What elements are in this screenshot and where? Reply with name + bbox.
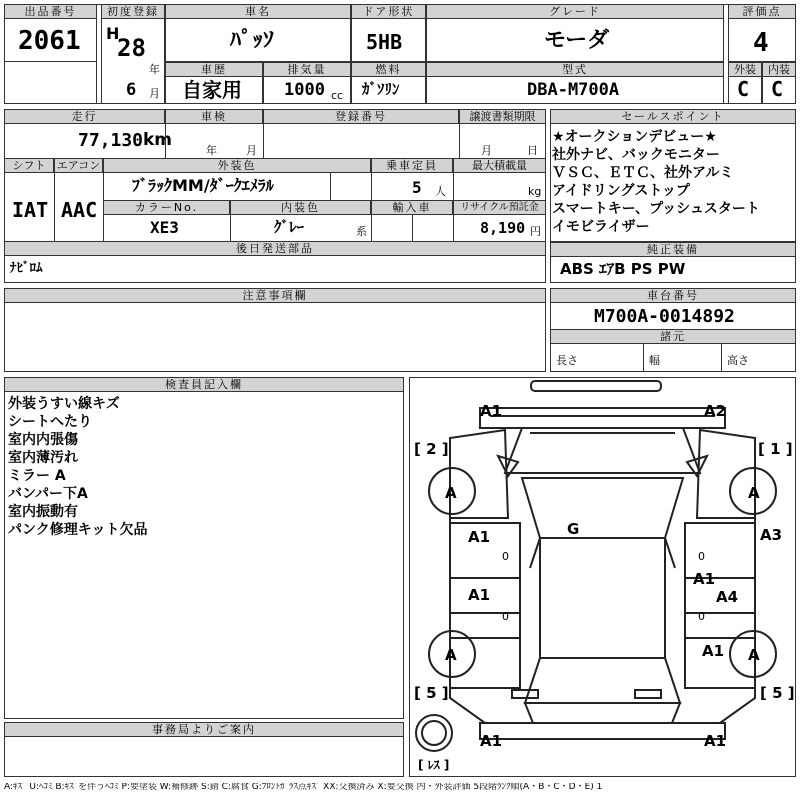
- recycle-unit: 円: [530, 225, 541, 238]
- later-parts: ﾅﾋﾞﾛﾑ: [10, 261, 43, 276]
- insp-year-unit: 年: [206, 144, 217, 157]
- model-label: 型式: [426, 62, 724, 77]
- lot-no-label: 出品番号: [4, 4, 97, 19]
- divider: [721, 343, 722, 372]
- sales-point: スマートキー、プッシュスタート: [552, 201, 760, 217]
- mark-zero: 0: [502, 550, 509, 563]
- notes-label: 注意事項欄: [4, 288, 546, 303]
- ac-label: エアコン: [54, 158, 103, 173]
- mark-front-left: A1: [480, 402, 503, 420]
- mark-door-rr: A4: [716, 588, 739, 606]
- year-unit: 年: [149, 63, 160, 76]
- inspector-note: バンパー下A: [8, 486, 88, 502]
- first-reg-year: 28: [117, 34, 146, 62]
- month-unit: 月: [149, 87, 160, 100]
- mark-rear-left: A1: [480, 732, 503, 750]
- inspector-note: 室内内張傷: [8, 432, 78, 448]
- score: 4: [753, 28, 769, 58]
- spec-height: 高さ: [727, 354, 749, 367]
- divider: [165, 123, 166, 158]
- max-load-unit: kg: [528, 185, 542, 198]
- chassis-label: 車台番号: [550, 288, 796, 303]
- divider: [459, 123, 460, 158]
- ac: AAC: [61, 198, 98, 222]
- exterior-label: 外装: [728, 62, 762, 77]
- mark-rear-right: A1: [704, 732, 727, 750]
- shift-label: シフト: [4, 158, 54, 173]
- mileage-unit: km: [143, 130, 173, 150]
- capacity: 5: [412, 178, 422, 197]
- sales-point: イモビライザー: [552, 219, 650, 235]
- inspector-note: 外装うすい線キズ: [8, 396, 120, 412]
- import-label: 輸入車: [371, 200, 453, 215]
- inspector-note: ミラー A: [8, 468, 66, 484]
- inspector-note: 室内薄汚れ: [8, 450, 78, 466]
- max-load-label: 最大積載量: [453, 158, 546, 173]
- legend: A:ｷｽﾞ U:ﾍｺﾐ B:ｷｽﾞを伴うﾍｺﾐ P:要塗装 W:補修跡 S:錆 C:腐食 G:ﾌﾛﾝﾄｶﾞﾗｽ点ｷｽﾞ XX:交換済み X:要交換 内・外装評価 5段階ﾗﾝｸ順(A・B・C・D・E) 1: [4, 783, 603, 792]
- sales-points-list: [552, 128, 796, 236]
- mark-quarter-rr: A1: [702, 642, 725, 660]
- transfer-label: 譲渡書類期限: [459, 109, 546, 124]
- reg-no-label: 登録番号: [263, 109, 459, 124]
- office-label: 事務局よりご案内: [4, 722, 404, 737]
- mark-door-rl: A1: [468, 586, 491, 604]
- shift: IAT: [12, 198, 49, 222]
- first-reg-month: 6: [126, 80, 137, 100]
- door: 5HB: [366, 30, 403, 54]
- genuine-label: 純正装備: [550, 242, 796, 257]
- bracket-1: [ 1 ]: [758, 440, 793, 458]
- door-label: ドア形状: [351, 4, 426, 19]
- lot-no: 2061: [18, 26, 81, 56]
- int-color-label: 内装色: [230, 200, 371, 215]
- divider: [330, 172, 331, 200]
- capacity-label: 乗車定員: [371, 158, 453, 173]
- mileage: 77,130: [78, 130, 144, 151]
- spec-width: 幅: [649, 354, 660, 367]
- mileage-label: 走行: [4, 109, 165, 124]
- fuel-label: 燃料: [351, 62, 426, 77]
- transfer-day-unit: 日: [527, 144, 538, 157]
- car-name-label: 車名: [165, 4, 351, 19]
- inspector-notes: [8, 395, 398, 539]
- first-reg-era: H: [106, 24, 120, 43]
- mark-wheel-rl: A: [445, 646, 457, 664]
- chassis-number: M700A-0014892: [594, 306, 735, 327]
- car-outline: [410, 378, 795, 776]
- mark-zero: 0: [698, 550, 705, 563]
- damage-diagram: [409, 377, 796, 777]
- specs-label: 諸元: [550, 329, 796, 344]
- interior-label: 内装: [762, 62, 796, 77]
- divider: [643, 343, 644, 372]
- bracket-2: [ 2 ]: [414, 440, 449, 458]
- transfer-month-unit: 月: [481, 144, 492, 157]
- sales-point: ★オークションデビュー★: [552, 129, 717, 145]
- ext-color-label: 外装色: [103, 158, 371, 173]
- color-no-label: カラーNo.: [103, 200, 230, 215]
- mark-wheel-fl: A: [445, 484, 457, 502]
- later-parts-label: 後日発送部品: [4, 241, 546, 256]
- history: 自家用: [182, 78, 242, 102]
- insp-month-unit: 月: [246, 144, 257, 157]
- sales-point: アイドリングストップ: [552, 183, 690, 199]
- interior-grade: C: [771, 77, 784, 101]
- car-name: ﾊﾟｯｿ: [230, 28, 275, 53]
- displacement-label: 排気量: [263, 62, 351, 77]
- divider: [412, 214, 413, 241]
- lot-no-blank: [4, 61, 97, 104]
- grade-label: グレード: [426, 4, 724, 19]
- inspection-label: 車検: [165, 109, 263, 124]
- mark-windshield: G: [567, 520, 580, 538]
- inspector-note: シートへたり: [8, 414, 92, 430]
- inspector-label: 検査員記入欄: [4, 377, 404, 392]
- int-color-unit: 系: [356, 225, 367, 238]
- recycle: 8,190: [480, 219, 526, 237]
- displacement: 1000: [284, 80, 325, 100]
- displacement-unit: cc: [331, 89, 344, 102]
- spec-length: 長さ: [556, 354, 578, 367]
- ext-color: ﾌﾞﾗｯｸMM/ﾀﾞｰｸｴﾒﾗﾙ: [132, 176, 274, 195]
- grade: モーダ: [544, 28, 610, 53]
- sales-point: ＶＳＣ、ＥＴＣ、社外アルミ: [552, 165, 734, 181]
- mark-wheel-fr: A: [748, 484, 760, 502]
- divider: [230, 200, 231, 241]
- mark-wheel-rr: A: [748, 646, 760, 664]
- bracket-5-right: [ 5 ]: [760, 684, 795, 702]
- first-reg-label: 初度登録: [101, 4, 165, 19]
- model: DBA-M700A: [527, 80, 620, 100]
- mark-door-fl: A1: [468, 528, 491, 546]
- history-label: 車歴: [165, 62, 263, 77]
- mark-door-fr: A1: [693, 570, 716, 588]
- recycle-label: リサイクル預託金: [453, 200, 546, 215]
- int-color: ｸﾞﾚｰ: [274, 218, 305, 236]
- sales-point: 社外ナビ、バックモニター: [552, 147, 720, 163]
- divider: [54, 172, 55, 241]
- mark-zero: 0: [698, 610, 705, 623]
- exterior-grade: C: [737, 77, 750, 101]
- mark-front-right: A2: [704, 402, 727, 420]
- divider: [263, 123, 264, 158]
- capacity-unit: 人: [435, 185, 446, 198]
- inspector-note: パンク修理キット欠品: [8, 522, 148, 538]
- inspector-note: 室内振動有: [8, 504, 78, 520]
- mark-zero: 0: [502, 610, 509, 623]
- spare-label: [ ﾚｽ ]: [418, 758, 450, 772]
- score-label: 評価点: [728, 4, 796, 19]
- sales-points-label: セールスポイント: [550, 109, 796, 124]
- fuel: ｶﾞｿﾘﾝ: [362, 80, 400, 98]
- bracket-5-left: [ 5 ]: [414, 684, 449, 702]
- color-no: XE3: [150, 218, 179, 237]
- mark-fender-fr: A3: [760, 526, 783, 544]
- genuine-equipment: ABS ｴｱB PS PW: [560, 260, 686, 278]
